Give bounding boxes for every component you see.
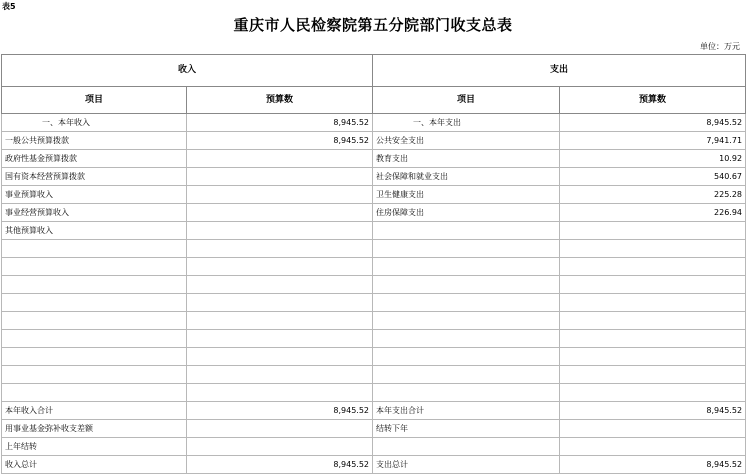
expense-item-header: 项目 (373, 87, 560, 114)
income-item-cell (2, 330, 187, 348)
income-item-cell (2, 276, 187, 294)
expense-value-cell (560, 312, 746, 330)
income-item-cell: 事业经营预算收入 (2, 204, 187, 222)
table-row (2, 294, 746, 312)
table-row (2, 114, 746, 132)
income-item-cell (2, 240, 187, 258)
income-item-cell: 一般公共预算拨款 (2, 132, 187, 150)
expense-value-cell (560, 438, 746, 456)
income-value-cell (187, 312, 373, 330)
table-row (2, 204, 746, 222)
expense-value-cell (560, 276, 746, 294)
expense-value-cell (560, 258, 746, 276)
expense-value-cell (560, 348, 746, 366)
expense-item-cell (373, 312, 560, 330)
table-row (2, 276, 746, 294)
table-row (2, 240, 746, 258)
expense-value-cell (560, 330, 746, 348)
income-budget-header: 预算数 (187, 87, 373, 114)
income-value-cell (187, 150, 373, 168)
income-item-cell (2, 384, 187, 402)
table-row (2, 186, 746, 204)
income-value-cell (187, 330, 373, 348)
income-value-cell (187, 168, 373, 186)
expense-item-cell (373, 258, 560, 276)
income-item-cell: 一、本年收入 (2, 114, 187, 132)
income-item-cell: 事业预算收入 (2, 186, 187, 204)
expense-value-cell (560, 384, 746, 402)
expense-item-cell: 结转下年 (373, 420, 560, 438)
table-row (2, 258, 746, 276)
income-value-cell (187, 420, 373, 438)
expense-value-cell: 540.67 (560, 168, 746, 186)
table-row (2, 330, 746, 348)
income-value-cell (187, 258, 373, 276)
expense-value-cell: 8,945.52 (560, 114, 746, 132)
table-row (2, 456, 746, 474)
expense-item-cell (373, 366, 560, 384)
table-row (2, 312, 746, 330)
income-value-cell (187, 222, 373, 240)
expense-item-cell: 教育支出 (373, 150, 560, 168)
expense-item-cell (373, 330, 560, 348)
expense-item-cell: 社会保障和就业支出 (373, 168, 560, 186)
expense-value-cell: 225.28 (560, 186, 746, 204)
expense-item-cell (373, 276, 560, 294)
expense-value-cell (560, 420, 746, 438)
expense-value-cell: 8,945.52 (560, 402, 746, 420)
expense-value-cell: 8,945.52 (560, 456, 746, 474)
income-section-header: 收入 (2, 55, 373, 87)
expense-item-cell: 支出总计 (373, 456, 560, 474)
expense-value-cell: 7,941.71 (560, 132, 746, 150)
income-item-cell: 其他预算收入 (2, 222, 187, 240)
expense-section-header: 支出 (373, 55, 746, 87)
section-header-row (2, 55, 746, 87)
expense-item-cell (373, 240, 560, 258)
table-row (2, 420, 746, 438)
income-item-cell (2, 258, 187, 276)
table-row (2, 402, 746, 420)
income-item-cell: 国有资本经营预算拨款 (2, 168, 187, 186)
table-row (2, 222, 746, 240)
expense-item-cell (373, 348, 560, 366)
income-value-cell: 8,945.52 (187, 114, 373, 132)
income-item-cell (2, 312, 187, 330)
expense-value-cell (560, 222, 746, 240)
table-row (2, 132, 746, 150)
income-item-cell (2, 366, 187, 384)
unit-label: 单位：万元 (700, 42, 740, 51)
expense-item-cell (373, 222, 560, 240)
income-value-cell (187, 348, 373, 366)
expense-budget-header: 预算数 (560, 87, 746, 114)
table-row (2, 438, 746, 456)
expense-item-cell: 卫生健康支出 (373, 186, 560, 204)
income-value-cell (187, 204, 373, 222)
expense-item-cell: 住房保障支出 (373, 204, 560, 222)
expense-value-cell (560, 294, 746, 312)
income-item-cell (2, 348, 187, 366)
table-row (2, 366, 746, 384)
table-row (2, 384, 746, 402)
expense-value-cell (560, 240, 746, 258)
income-item-cell: 政府性基金预算拨款 (2, 150, 187, 168)
expense-item-cell (373, 294, 560, 312)
income-item-cell: 收入总计 (2, 456, 187, 474)
column-header-row (2, 87, 746, 114)
expense-item-cell: 本年支出合计 (373, 402, 560, 420)
table-row (2, 150, 746, 168)
income-value-cell (187, 186, 373, 204)
income-item-cell: 上年结转 (2, 438, 187, 456)
income-value-cell: 8,945.52 (187, 402, 373, 420)
income-value-cell (187, 276, 373, 294)
table-row (2, 348, 746, 366)
income-value-cell: 8,945.52 (187, 456, 373, 474)
income-value-cell (187, 294, 373, 312)
income-item-header: 项目 (2, 87, 187, 114)
expense-value-cell: 10.92 (560, 150, 746, 168)
expense-item-cell (373, 438, 560, 456)
expense-item-cell: 一、本年支出 (373, 114, 560, 132)
sheet-label: 表5 (2, 2, 16, 11)
expense-value-cell: 226.94 (560, 204, 746, 222)
income-value-cell (187, 366, 373, 384)
page-title: 重庆市人民检察院第五分院部门收支总表 (233, 16, 513, 34)
income-value-cell (187, 384, 373, 402)
income-value-cell (187, 438, 373, 456)
budget-table (1, 54, 746, 474)
expense-item-cell: 公共安全支出 (373, 132, 560, 150)
income-value-cell: 8,945.52 (187, 132, 373, 150)
expense-item-cell (373, 384, 560, 402)
income-item-cell (2, 294, 187, 312)
income-value-cell (187, 240, 373, 258)
expense-value-cell (560, 366, 746, 384)
income-item-cell: 本年收入合计 (2, 402, 187, 420)
table-row (2, 168, 746, 186)
income-item-cell: 用事业基金弥补收支差额 (2, 420, 187, 438)
